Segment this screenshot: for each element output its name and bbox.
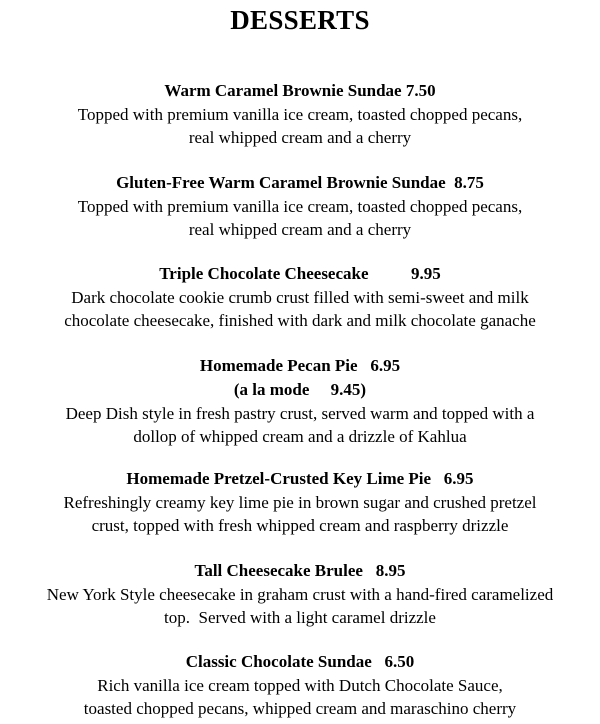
menu-item-title: Gluten-Free Warm Caramel Brownie Sundae 8.75 — [116, 173, 484, 192]
menu-item-description-line: Topped with premium vanilla ice cream, toasted chopped pecans, — [77, 105, 523, 124]
menu-item-description-line: Refreshingly creamy key lime pie in brown sugar and crushed pretzel — [63, 493, 537, 512]
menu-item-description-line: chocolate cheesecake, finished with dark and milk chocolate ganache — [64, 311, 536, 330]
menu-item-key-lime-pie — [0, 467, 600, 537]
menu-item-description-line: real whipped cream and a cherry — [188, 220, 412, 239]
menu-item-description-line: dollop of whipped cream and a drizzle of Kahlua — [133, 427, 467, 446]
menu-item-pecan-pie — [0, 354, 600, 448]
menu-item-title: Warm Caramel Brownie Sundae 7.50 — [164, 81, 436, 100]
menu-item-cheesecake-brulee — [0, 559, 600, 629]
menu-item-triple-chocolate-cheesecake — [0, 262, 600, 332]
menu-item-description-line: toasted chopped pecans, whipped cream and maraschino cherry — [83, 699, 517, 718]
menu-item-description-line: Rich vanilla ice cream topped with Dutch Chocolate Sauce, — [97, 676, 503, 695]
menu-item-description-line: Dark chocolate cookie crumb crust filled with semi-sweet and milk — [71, 288, 529, 307]
menu-item-chocolate-sundae — [0, 650, 600, 720]
menu-item-title: Classic Chocolate Sundae 6.50 — [185, 652, 415, 671]
menu-item-subtitle: (a la mode 9.45) — [233, 380, 367, 399]
menu-item-title: Triple Chocolate Cheesecake 9.95 — [159, 264, 441, 283]
menu-item-brownie-sundae — [0, 79, 600, 149]
menu-item-title: Homemade Pretzel-Crusted Key Lime Pie 6.95 — [126, 469, 474, 488]
menu-item-description-line: Topped with premium vanilla ice cream, toasted chopped pecans, — [77, 197, 523, 216]
menu-item-title: Tall Cheesecake Brulee 8.95 — [194, 561, 406, 580]
menu-item-title: Homemade Pecan Pie 6.95 — [199, 356, 401, 375]
menu-item-description-line: Deep Dish style in fresh pastry crust, served warm and topped with a — [65, 404, 535, 423]
menu-item-description-line: crust, topped with fresh whipped cream and raspberry drizzle — [91, 516, 509, 535]
menu-item-description-line: real whipped cream and a cherry — [188, 128, 412, 147]
menu-item-description-line: top. Served with a light caramel drizzle — [164, 608, 436, 627]
page-title: DESSERTS — [230, 5, 370, 35]
menu-item-description-line: New York Style cheesecake in graham crust with a hand-fired caramelized — [46, 585, 554, 604]
menu-item-gluten-free-brownie-sundae — [0, 171, 600, 241]
